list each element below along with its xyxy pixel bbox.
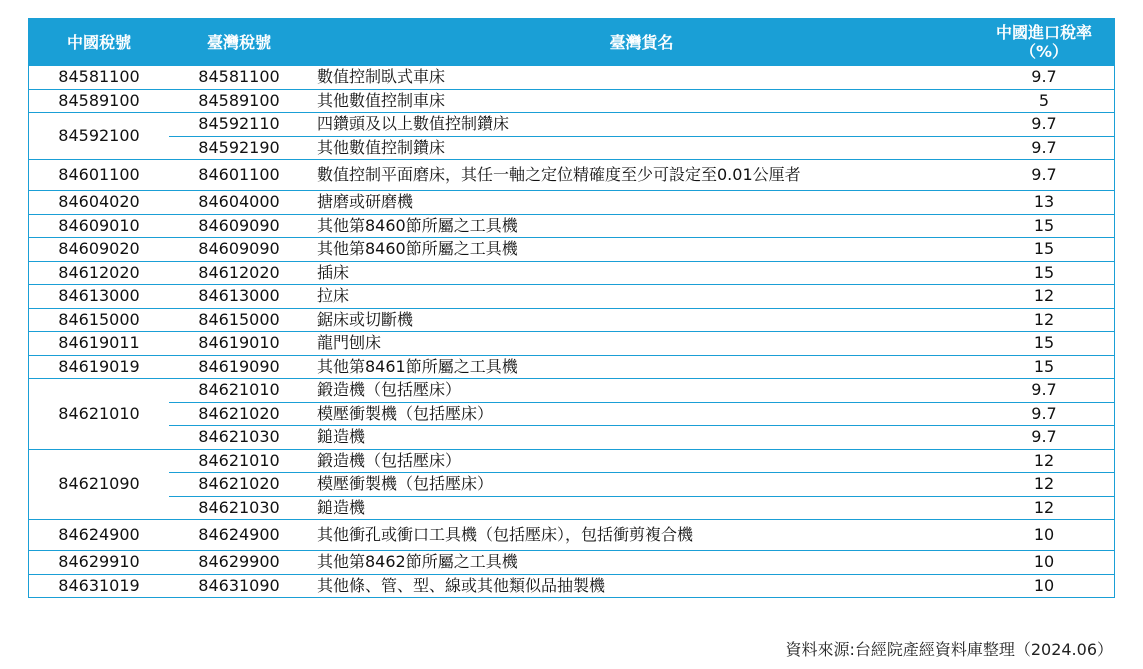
- cn-code-cell: 84631019: [29, 574, 170, 598]
- tw-code-cell: 84631090: [169, 574, 309, 598]
- tw-name-cell: 其他第8461節所屬之工具機: [309, 355, 974, 379]
- table-row: [29, 355, 1115, 379]
- rate-cell: 9.7: [974, 136, 1115, 160]
- rate-cell: 9.7: [974, 402, 1115, 426]
- cn-code-cell: 84619019: [29, 355, 170, 379]
- rate-cell: 15: [974, 214, 1115, 238]
- cn-code-cell: 84621010: [29, 379, 170, 450]
- table-row: [29, 136, 1115, 160]
- tw-code-cell: 84592190: [169, 136, 309, 160]
- tw-code-cell: 84604000: [169, 191, 309, 215]
- cn-code-cell: 84615000: [29, 308, 170, 332]
- table-row: [29, 332, 1115, 356]
- tw-name-cell: 鍛造機（包括壓床）: [309, 449, 974, 473]
- table-row: [29, 261, 1115, 285]
- tw-code-cell: 84629900: [169, 551, 309, 575]
- table-row: [29, 113, 1115, 137]
- tw-name-cell: 其他第8460節所屬之工具機: [309, 214, 974, 238]
- cn-code-cell: 84592100: [29, 113, 170, 160]
- table-row: [29, 191, 1115, 215]
- tw-code-cell: 84613000: [169, 285, 309, 309]
- table-row: [29, 66, 1115, 89]
- cn-code-cell: 84589100: [29, 89, 170, 113]
- cn-code-cell: 84612020: [29, 261, 170, 285]
- tw-name-cell: 鍛造機（包括壓床）: [309, 379, 974, 403]
- tw-name-cell: 模壓衝製機（包括壓床）: [309, 402, 974, 426]
- tw-code-cell: 84609090: [169, 214, 309, 238]
- tw-name-cell: 鋸床或切斷機: [309, 308, 974, 332]
- tw-name-cell: 其他條、管、型、線或其他類似品抽製機: [309, 574, 974, 598]
- rate-cell: 10: [974, 574, 1115, 598]
- tw-name-cell: 其他數值控制鑽床: [309, 136, 974, 160]
- rate-cell: 10: [974, 551, 1115, 575]
- tw-name-cell: 其他衝孔或衝口工具機（包括壓床），包括衝剪複合機: [309, 520, 974, 551]
- table-row: [29, 89, 1115, 113]
- table-row: [29, 473, 1115, 497]
- table-header-row: [29, 18, 1115, 66]
- cn-code-cell: 84604020: [29, 191, 170, 215]
- header-cn-code: 中國稅號: [29, 18, 170, 66]
- tariff-table: [28, 18, 1115, 598]
- cn-code-cell: 84613000: [29, 285, 170, 309]
- cn-code-cell: 84629910: [29, 551, 170, 575]
- tw-name-cell: 四鑽頭及以上數值控制鑽床: [309, 113, 974, 137]
- rate-cell: 15: [974, 355, 1115, 379]
- tw-name-cell: 拉床: [309, 285, 974, 309]
- tw-name-cell: 其他第8462節所屬之工具機: [309, 551, 974, 575]
- tw-code-cell: 84609090: [169, 238, 309, 262]
- tw-name-cell: 鎚造機: [309, 426, 974, 450]
- tw-name-cell: 數值控制臥式車床: [309, 66, 974, 89]
- header-rate-line2: （%）: [1019, 42, 1069, 61]
- cn-code-cell: 84619011: [29, 332, 170, 356]
- tw-code-cell: 84592110: [169, 113, 309, 137]
- tw-code-cell: 84615000: [169, 308, 309, 332]
- tw-code-cell: 84619010: [169, 332, 309, 356]
- tw-code-cell: 84621030: [169, 496, 309, 520]
- table-row: [29, 402, 1115, 426]
- tw-code-cell: 84621020: [169, 402, 309, 426]
- cn-code-cell: 84624900: [29, 520, 170, 551]
- rate-cell: 12: [974, 308, 1115, 332]
- tw-code-cell: 84619090: [169, 355, 309, 379]
- rate-cell: 15: [974, 261, 1115, 285]
- rate-cell: 12: [974, 449, 1115, 473]
- table-row: [29, 551, 1115, 575]
- rate-cell: 9.7: [974, 66, 1115, 89]
- cn-code-cell: 84609020: [29, 238, 170, 262]
- tw-name-cell: 龍門刨床: [309, 332, 974, 356]
- tw-name-cell: 模壓衝製機（包括壓床）: [309, 473, 974, 497]
- tw-code-cell: 84621020: [169, 473, 309, 497]
- header-tw-code: 臺灣稅號: [169, 18, 309, 66]
- tw-code-cell: 84589100: [169, 89, 309, 113]
- source-note: 資料來源:台經院產經資料庫整理（2024.06）: [785, 640, 1113, 659]
- cn-code-cell: 84621090: [29, 449, 170, 520]
- rate-cell: 9.7: [974, 160, 1115, 191]
- table-row: [29, 449, 1115, 473]
- tw-code-cell: 84624900: [169, 520, 309, 551]
- table-row: [29, 520, 1115, 551]
- header-tw-name: 臺灣貨名: [309, 18, 974, 66]
- rate-cell: 12: [974, 285, 1115, 309]
- header-rate-line1: 中國進口稅率: [995, 23, 1092, 42]
- table-row: [29, 379, 1115, 403]
- rate-cell: 13: [974, 191, 1115, 215]
- tw-code-cell: 84581100: [169, 66, 309, 89]
- table-row: [29, 285, 1115, 309]
- tw-code-cell: 84612020: [169, 261, 309, 285]
- tw-name-cell: 其他數值控制車床: [309, 89, 974, 113]
- tw-code-cell: 84601100: [169, 160, 309, 191]
- rate-cell: 12: [974, 496, 1115, 520]
- table-row: [29, 238, 1115, 262]
- table-row: [29, 426, 1115, 450]
- rate-cell: 9.7: [974, 379, 1115, 403]
- table-row: [29, 496, 1115, 520]
- tw-name-cell: 數值控制平面磨床，其任一軸之定位精確度至少可設定至0.01公厘者: [309, 160, 974, 191]
- table-row: [29, 308, 1115, 332]
- table-row: [29, 574, 1115, 598]
- tw-code-cell: 84621010: [169, 379, 309, 403]
- rate-cell: 15: [974, 332, 1115, 356]
- tw-code-cell: 84621010: [169, 449, 309, 473]
- tw-name-cell: 搪磨或研磨機: [309, 191, 974, 215]
- rate-cell: 12: [974, 473, 1115, 497]
- rate-cell: 5: [974, 89, 1115, 113]
- tw-name-cell: 插床: [309, 261, 974, 285]
- tw-code-cell: 84621030: [169, 426, 309, 450]
- tw-name-cell: 其他第8460節所屬之工具機: [309, 238, 974, 262]
- cn-code-cell: 84609010: [29, 214, 170, 238]
- cn-code-cell: 84581100: [29, 66, 170, 89]
- rate-cell: 10: [974, 520, 1115, 551]
- rate-cell: 15: [974, 238, 1115, 262]
- tariff-table-container: [28, 18, 1115, 598]
- cn-code-cell: 84601100: [29, 160, 170, 191]
- tw-name-cell: 鎚造機: [309, 496, 974, 520]
- rate-cell: 9.7: [974, 113, 1115, 137]
- table-row: [29, 214, 1115, 238]
- header-rate: [974, 18, 1115, 66]
- rate-cell: 9.7: [974, 426, 1115, 450]
- table-row: [29, 160, 1115, 191]
